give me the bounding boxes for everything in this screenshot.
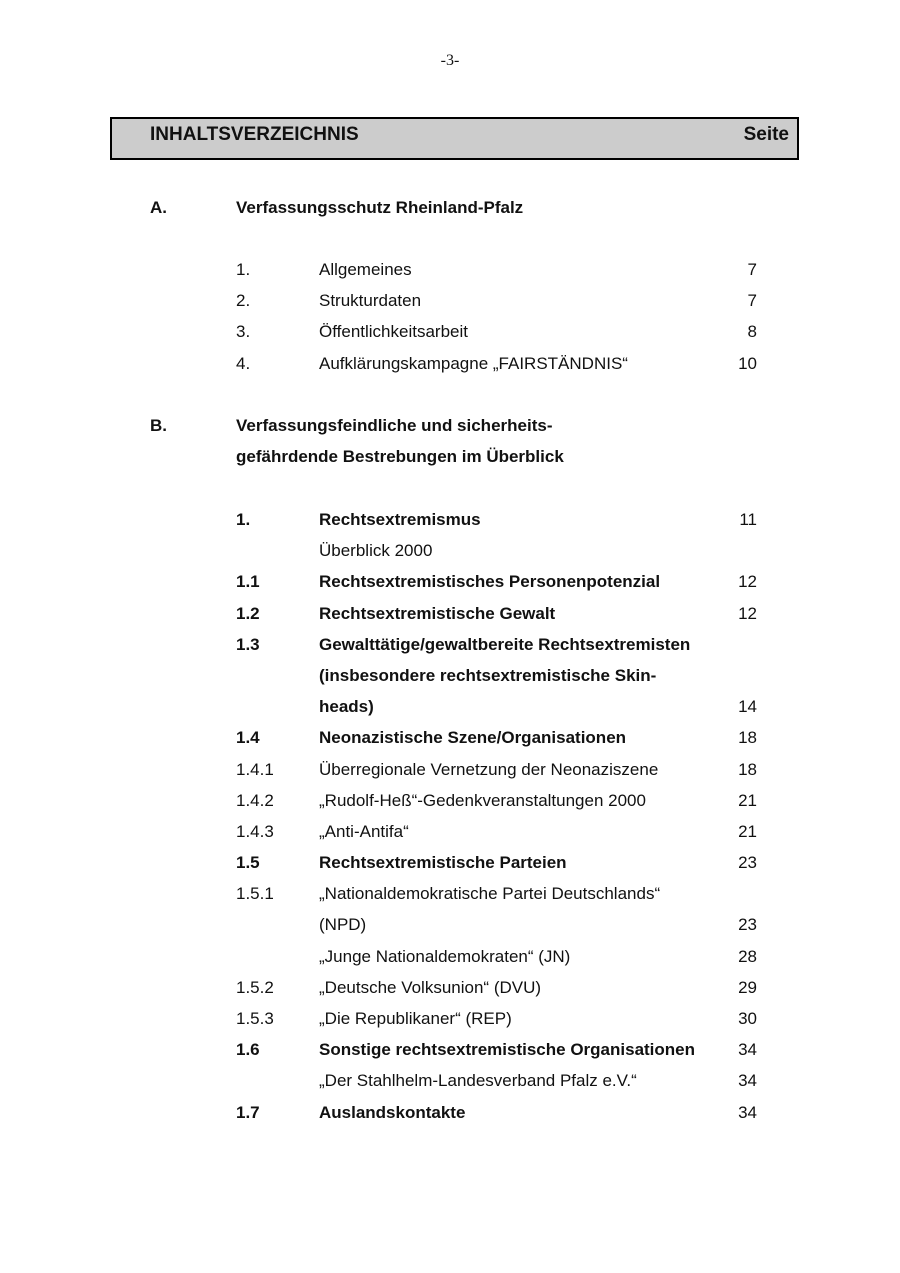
toc-header <box>110 117 799 160</box>
entry-title: „Nationaldemokratische Partei Deutschlands“ <box>319 884 661 904</box>
entry-number: 1. <box>236 510 251 529</box>
toc-entry <box>0 1003 900 1034</box>
entry-number: 1.4.1 <box>236 759 274 779</box>
entry-page: 34 <box>738 1071 757 1091</box>
entry-title: „Die Republikaner“ (REP) <box>319 1009 512 1028</box>
entry-page: 29 <box>738 977 757 997</box>
entry-page: 34 <box>738 1040 757 1060</box>
entry-title: „Der Stahlhelm-Landesverband Pfalz e.V.“ <box>319 1071 637 1091</box>
toc-entry <box>0 909 900 940</box>
entry-title: Rechtsextremismus <box>319 510 481 529</box>
entry-page: 23 <box>738 915 757 935</box>
entry-title: Aufklärungskampagne „FAIRSTÄNDNIS“ <box>319 353 628 373</box>
entry-title: Überregionale Vernetzung der Neonaziszene <box>319 759 659 779</box>
entry-page: 8 <box>747 322 757 342</box>
entry-number: 2. <box>236 291 251 311</box>
entry-number: 1.5 <box>236 853 260 873</box>
section-title: Verfassungsschutz Rheinland-Pfalz <box>236 198 524 217</box>
entry-title: Rechtsextremistisches Personenpotenzial <box>319 572 661 592</box>
toc-entry <box>0 629 900 660</box>
entry-number: 1.5.2 <box>236 977 274 997</box>
toc-title: INHALTSVERZEICHNIS <box>150 124 359 145</box>
toc-entry <box>0 348 900 379</box>
entry-page: 12 <box>738 603 757 623</box>
entry-page: 18 <box>738 728 757 748</box>
entry-title: „Deutsche Volksunion“ (DVU) <box>319 977 542 997</box>
entry-number: 3. <box>236 322 251 342</box>
entry-title: Allgemeines <box>319 260 412 279</box>
entry-title: heads) <box>319 697 374 717</box>
entry-number: 1.5.3 <box>236 1009 274 1028</box>
toc-entry <box>0 878 900 909</box>
entry-number: 1. <box>236 260 251 279</box>
entry-number: 1.2 <box>236 603 260 623</box>
entry-number: 1.4 <box>236 728 260 748</box>
entry-title: (NPD) <box>319 915 367 935</box>
toc-entry <box>0 1034 900 1065</box>
entry-number: 1.1 <box>236 572 260 592</box>
entry-page: 10 <box>738 353 757 373</box>
toc-entry <box>0 598 900 629</box>
entry-page: 11 <box>739 510 757 529</box>
entry-number: 1.4.2 <box>236 790 274 810</box>
entry-title: „Anti-Antifa“ <box>319 821 409 841</box>
entry-title: Strukturdaten <box>319 291 422 311</box>
entry-number: 1.6 <box>236 1040 260 1060</box>
section-title: Verfassungsfeindliche und sicherheits- gefährdende Bestrebungen im Überblick <box>236 416 564 466</box>
entry-number: 4. <box>236 353 251 373</box>
entry-title: Überblick 2000 <box>319 541 433 561</box>
entry-page: 21 <box>738 821 757 841</box>
toc-entry <box>0 1065 900 1096</box>
toc-entry <box>0 972 900 1003</box>
entry-page: 18 <box>738 759 757 779</box>
toc-entry <box>0 660 900 691</box>
toc-entry <box>0 754 900 785</box>
entry-title: „Rudolf-Heß“-Gedenkveranstaltungen 2000 <box>319 790 646 810</box>
entry-page: 23 <box>738 853 757 873</box>
section-letter: B. <box>150 416 167 435</box>
entry-page: 7 <box>747 291 757 311</box>
toc-entry <box>0 285 900 316</box>
toc-entry <box>0 254 900 285</box>
entry-number: 1.7 <box>236 1102 260 1122</box>
entry-page: 21 <box>738 790 757 810</box>
entry-title: Auslandskontakte <box>319 1102 466 1122</box>
entry-title: Sonstige rechtsextremistische Organisationen <box>319 1040 696 1060</box>
toc-entry <box>0 941 900 972</box>
entry-page: 30 <box>738 1009 757 1028</box>
entry-title: Öffentlichkeitsarbeit <box>319 322 468 342</box>
toc-entry <box>0 722 900 753</box>
entry-title: Neonazistische Szene/Organisationen <box>319 728 627 748</box>
entry-page: 34 <box>738 1102 757 1122</box>
entry-number: 1.4.3 <box>236 821 274 841</box>
entry-page: 28 <box>738 946 757 966</box>
toc-entry <box>0 1097 900 1128</box>
page-number: -3- <box>440 52 460 69</box>
entry-title: (insbesondere rechtsextremistische Skin- <box>319 665 657 685</box>
section-a-entries <box>0 254 900 379</box>
entry-page: 12 <box>738 572 757 592</box>
toc-entry <box>0 785 900 816</box>
entry-title: Rechtsextremistische Gewalt <box>319 603 556 623</box>
entry-page: 7 <box>747 260 757 279</box>
entry-title: Rechtsextremistische Parteien <box>319 853 567 873</box>
entry-number: 1.5.1 <box>236 884 274 904</box>
toc-entry <box>0 691 900 722</box>
entry-title: Gewalttätige/gewaltbereite Rechtsextremisten <box>319 634 691 654</box>
toc-entry <box>0 535 900 566</box>
toc-entry <box>0 566 900 597</box>
section-b-entries <box>0 504 900 1128</box>
toc-entry <box>0 847 900 878</box>
page-column-label: Seite <box>743 124 789 145</box>
toc-entry <box>0 504 900 535</box>
toc-entry <box>0 816 900 847</box>
entry-number: 1.3 <box>236 634 260 654</box>
entry-page: 14 <box>738 697 757 717</box>
section-letter: A. <box>150 198 167 217</box>
entry-title: „Junge Nationaldemokraten“ (JN) <box>319 946 571 966</box>
toc-entry <box>0 316 900 347</box>
